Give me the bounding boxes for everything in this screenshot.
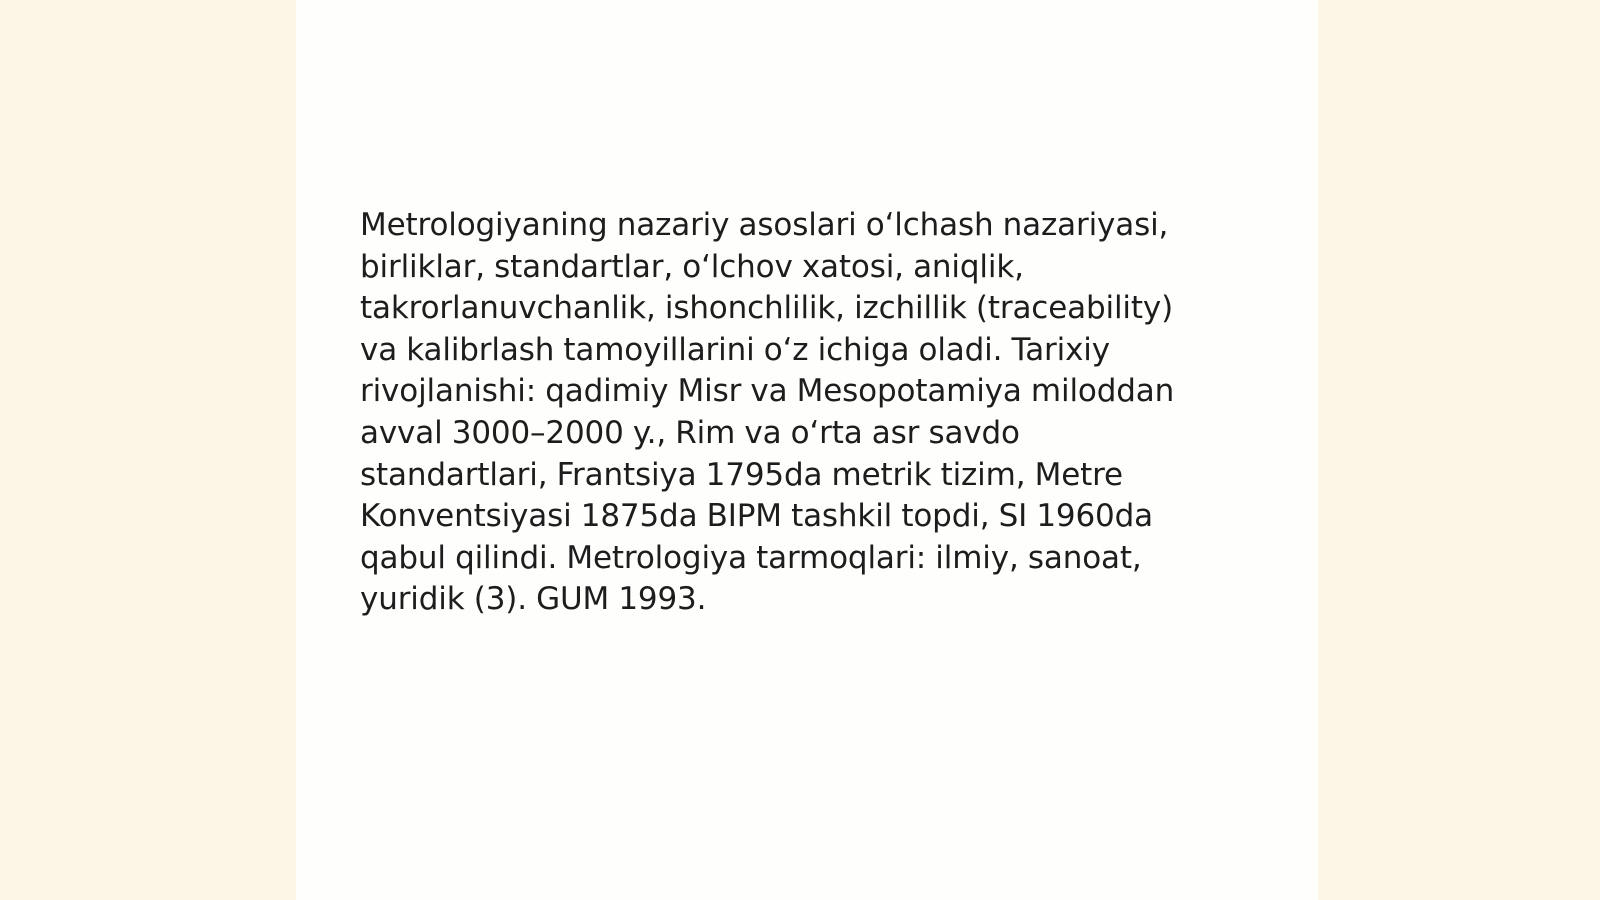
slide-canvas: [296, 0, 1318, 900]
right-margin-panel: [1318, 0, 1600, 900]
left-margin-panel: [0, 0, 296, 900]
slide-body-text: Metrologiyaning nazariy asoslari o‘lchash nazariyasi, birliklar, standartlar, o‘lchov xatosi, aniqlik, takrorlanuvchanlik, ishonchlilik, izchillik (traceability) va kalibrlash tamoyillarini o‘z ichiga oladi. Tarixiy rivojlanishi: qadimiy Misr va Mesopotamiya miloddan avval 3000–2000 y., Rim va o‘rta asr savdo standartlari, Frantsiya 1795da metrik tizim, Metre Konventsiyasi 1875da BIPM tashkil topdi, SI 1960da qabul qilindi. Metrologiya tarmoqlari: ilmiy, sanoat, yuridik (3). GUM 1993.: [360, 207, 1175, 618]
